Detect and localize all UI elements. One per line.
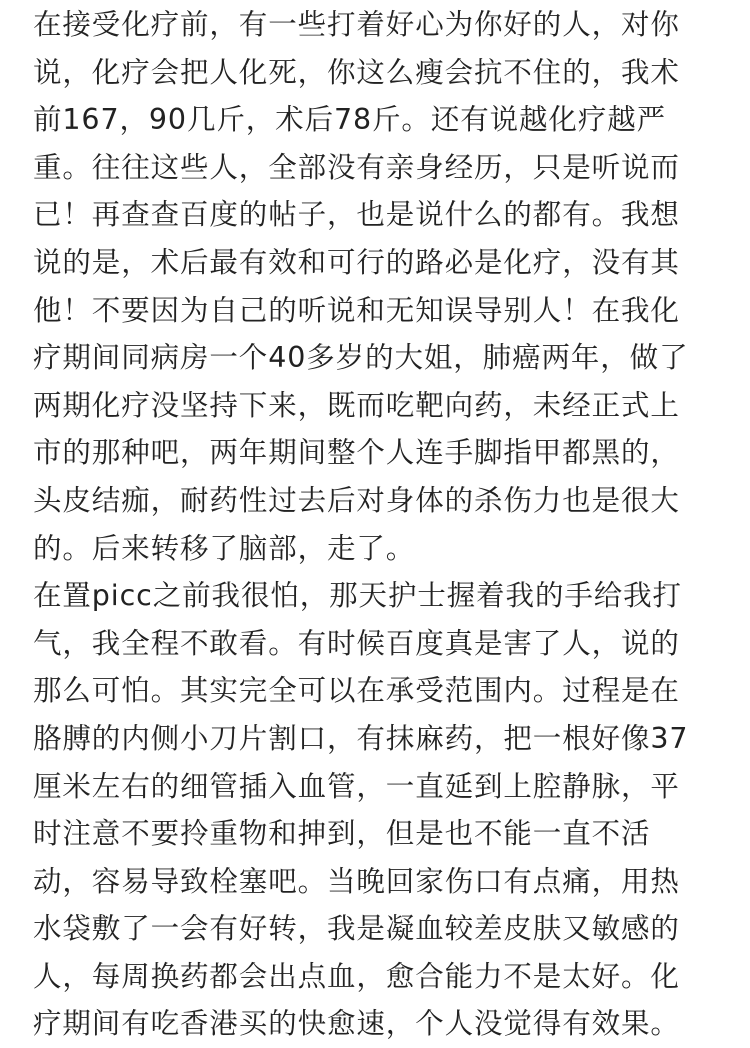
text-line: 头皮结痂，耐药性过去后对身体的杀伤力也是很大 [33, 483, 680, 517]
text-line: 前167，90几斤，术后78斤。还有说越化疗越严 [33, 103, 667, 137]
text-line: 时注意不要拎重物和抻到，但是也不能一直不活 [33, 817, 651, 851]
text-line: 人，每周换药都会出点血，愈合能力不是太好。化 [33, 959, 680, 993]
text-line: 两期化疗没坚持下来，既而吃靶向药，未经正式上 [33, 388, 680, 422]
text-line: 重。往往这些人，全部没有亲身经历，只是听说而 [33, 150, 680, 184]
text-line: 气，我全程不敢看。有时候百度真是害了人，说的 [33, 626, 680, 660]
text-line: 的。后来转移了脑部，走了。 [33, 531, 416, 565]
text-line: 那么可怕。其实完全可以在承受范围内。过程是在 [33, 674, 680, 708]
text-line: 胳膊的内侧小刀片割口，有抹麻药，把一根好像37 [33, 721, 689, 755]
text-line: 动，容易导致栓塞吧。当晚回家伤口有点痛，用热 [33, 864, 680, 898]
post-text-block [33, 1, 723, 1048]
text-line: 他！不要因为自己的听说和无知误导别人！在我化 [33, 293, 680, 327]
text-line: 市的那种吧，两年期间整个人连手脚指甲都黑的， [33, 436, 680, 470]
text-line: 水袋敷了一会有好转，我是凝血较差皮肤又敏感的 [33, 912, 680, 946]
text-line: 说的是，术后最有效和可行的路必是化疗，没有其 [33, 245, 680, 279]
text-line: 疗期间有吃香港买的快愈速，个人没觉得有效果。 [33, 1007, 680, 1041]
text-line: 在接受化疗前，有一些打着好心为你好的人，对你 [33, 8, 680, 41]
text-line: 说，化疗会把人化死，你这么瘦会抗不住的，我术 [33, 55, 680, 89]
text-line: 在置picc之前我很怕，那天护士握着我的手给我打 [33, 579, 682, 613]
text-line: 厘米左右的细管插入血管，一直延到上腔静脉，平 [33, 769, 680, 803]
text-line: 已！再查查百度的帖子，也是说什么的都有。我想 [33, 198, 680, 232]
text-line: 疗期间同病房一个40多岁的大姐，肺癌两年，做了 [33, 341, 689, 375]
